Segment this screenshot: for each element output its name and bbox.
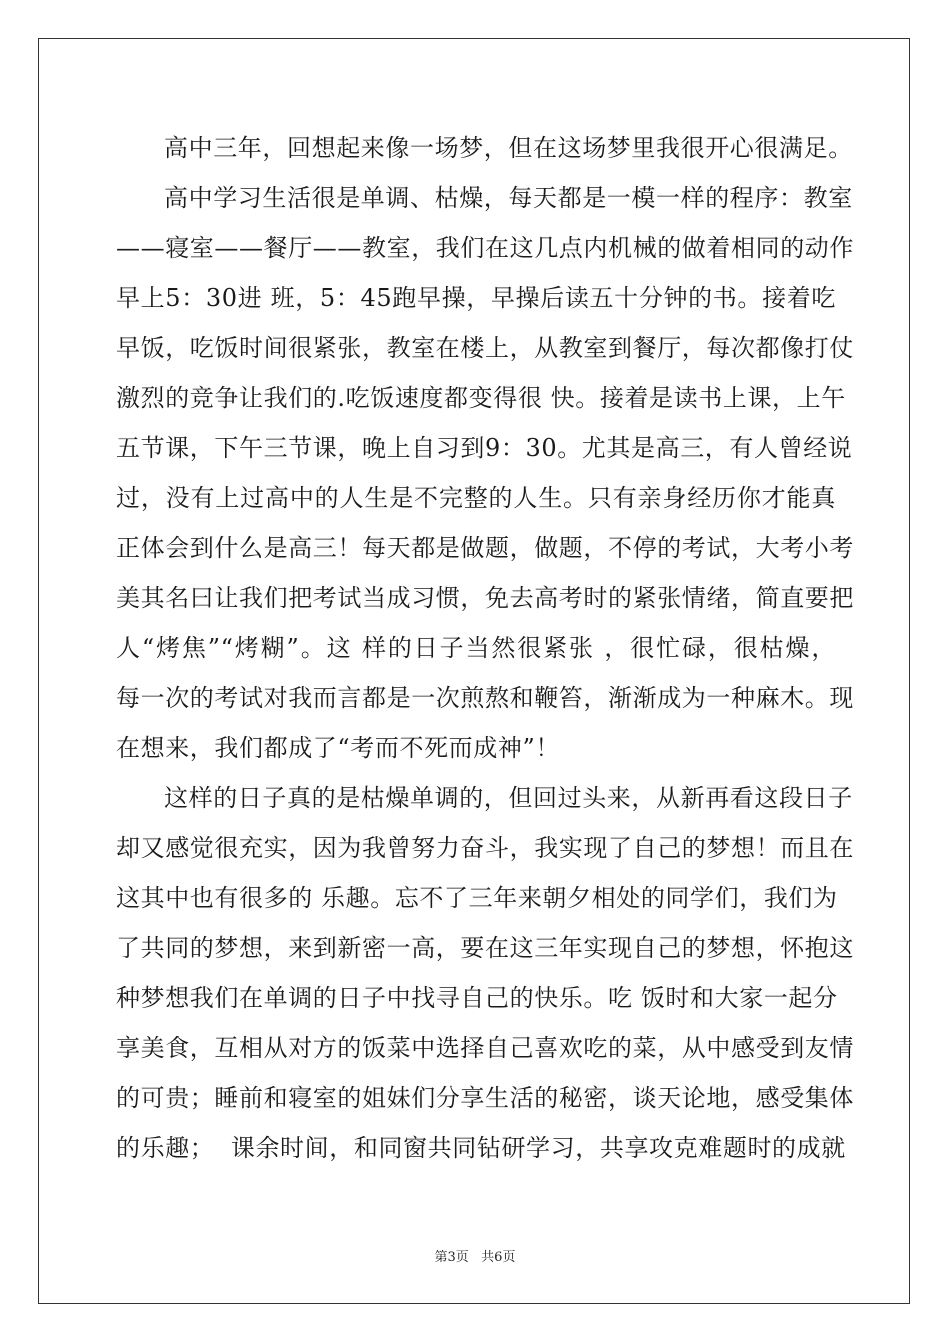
paragraph-2-line-1: 高中学习生活很是单调、枯燥，每天都是一模一样的程序：教室	[164, 184, 853, 212]
paragraph-2-line-7: 过，没有上过高中的人生是不完整的人生。只有亲身经历你才能真	[116, 484, 836, 512]
paragraph-2-line-4: 早饭，吃饭时间很紧张，教室在楼上，从教室到餐厅，每次都像打仗	[116, 334, 854, 362]
paragraph-3-line-1: 这样的日子真的是枯燥单调的，但回过头来，从新再看这段日子	[164, 784, 853, 812]
paragraph-2-line-2: ——寝室——餐厅——教室，我们在这几点内机械的做着相同的动作	[116, 234, 854, 262]
paragraph-2-line-11: 每一次的考试对我而言都是一次煎熬和鞭笞，渐渐成为一种麻木。现	[116, 684, 854, 712]
paragraph-2-line-6: 五节课，下午三节课，晚上自习到9：30。尤其是高三，有人曾经说	[116, 434, 853, 462]
paragraph-1-line-1: 高中三年，回想起来像一场梦，但在这场梦里我很开心很满足。	[164, 134, 853, 162]
paragraph-3-line-8: 的乐趣； 课余时间，和同窗共同钻研学习，共享攻克难题时的成就	[116, 1134, 846, 1162]
paragraph-3-line-3: 这其中也有很多的 乐趣。忘不了三年来朝夕相处的同学们，我们为	[116, 884, 838, 912]
paragraph-2-line-10: 人“烤焦”“烤糊”。这 样的日子当然很紧张 ，很忙碌，很枯燥，	[116, 634, 836, 662]
paragraph-3-line-6: 享美食，互相从对方的饭菜中选择自己喜欢吃的菜，从中感受到友情	[116, 1034, 854, 1062]
paragraph-2-line-12: 在想来，我们都成了“考而不死而成神”！	[116, 734, 560, 762]
paragraph-2-line-3: 早上5：30进 班，5：45跑早操，早操后读五十分钟的书。接着吃	[116, 284, 836, 312]
paragraph-2-line-5: 激烈的竞争让我们的.吃饭速度都变得很 快。接着是读书上课，上午	[116, 384, 846, 412]
paragraph-2-line-8: 正体会到什么是高三！每天都是做题，做题，不停的考试，大考小考	[116, 534, 854, 562]
page-number-footer: 第3页 共6页	[434, 1250, 516, 1265]
paragraph-3-line-5: 种梦想我们在单调的日子中找寻自己的快乐。吃 饭时和大家一起分	[116, 984, 838, 1012]
paragraph-3-line-2: 却又感觉很充实，因为我曾努力奋斗，我实现了自己的梦想！而且在	[116, 834, 854, 862]
paragraph-2-line-9: 美其名曰让我们把考试当成习惯，免去高考时的紧张情绪，简直要把	[116, 584, 854, 612]
paragraph-3-line-7: 的可贵；睡前和寝室的姐妹们分享生活的秘密，谈天论地，感受集体	[116, 1084, 854, 1112]
paragraph-3-line-4: 了共同的梦想，来到新密一高，要在这三年实现自己的梦想，怀抱这	[116, 934, 854, 962]
